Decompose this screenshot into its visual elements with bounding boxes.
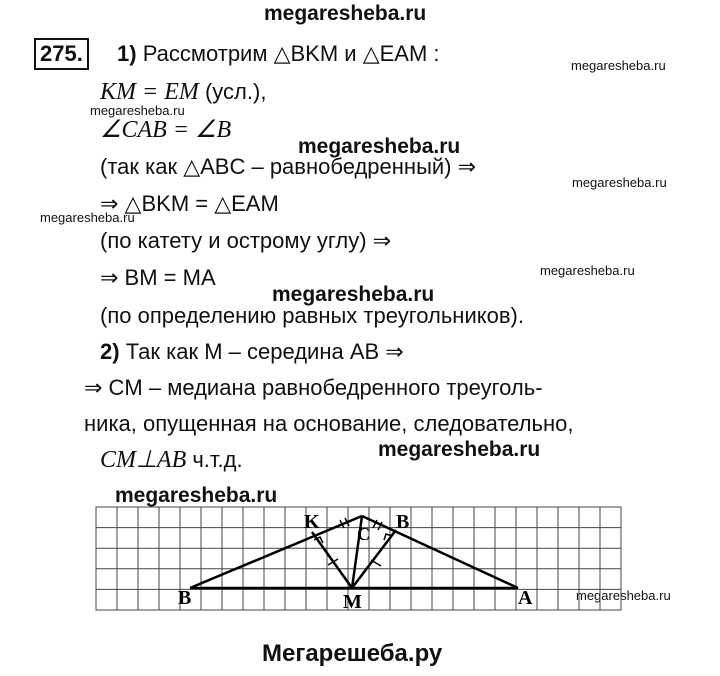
watermark: megaresheba.ru: [572, 175, 667, 190]
line-text: Так как M – середина AB ⇒: [125, 339, 404, 364]
watermark: megaresheba.ru: [272, 283, 435, 306]
segment-BC: [190, 516, 362, 588]
solution-line: (по определению равных треугольников).: [100, 303, 524, 328]
watermark: megaresheba.ru: [90, 103, 185, 118]
line-text: Рассмотрим △BKM и △EAM :: [142, 41, 440, 66]
label-K: K: [304, 511, 320, 533]
part-label: 1): [117, 41, 137, 66]
watermark: megaresheba.ru: [540, 263, 635, 278]
label-B: B: [178, 587, 192, 609]
math-expr: KM = EM: [100, 79, 199, 105]
watermark: megaresheba.ru: [576, 588, 671, 603]
solution-line: (по катету и острому углу) ⇒: [100, 228, 392, 253]
math-expr: ∠CAB = ∠B: [100, 117, 232, 143]
problem-number: 275.: [34, 38, 89, 70]
solution-line: ника, опущенная на основание, следовательно,: [84, 411, 574, 436]
tick-marks: [314, 518, 392, 566]
watermark: megaresheba.ru: [298, 135, 461, 158]
label-A: A: [518, 587, 533, 609]
watermark: megaresheba.ru: [571, 58, 666, 73]
label-M: M: [343, 591, 362, 613]
segment-MK: [312, 532, 352, 588]
line-text: (усл.),: [198, 79, 267, 104]
solution-line: ⇒ BM = MA: [100, 265, 216, 290]
footer-brand: Мегарешеба.ру: [262, 640, 443, 667]
label-C: C: [357, 524, 370, 544]
label-E: B: [396, 511, 410, 533]
watermark: megaresheba.ru: [40, 210, 135, 225]
solution-line: ⇒ CM – медиана равнобедренного треуголь-: [84, 375, 543, 400]
solution-line: ⇒ △BKM = △EAM: [100, 191, 279, 216]
solution-line: (так как △ABC – равнобедренный) ⇒: [100, 154, 477, 179]
watermark: megaresheba.ru: [264, 2, 427, 25]
part-label: 2): [100, 339, 120, 364]
math-expr: CM⊥AB: [100, 447, 187, 473]
watermark: megaresheba.ru: [115, 484, 278, 507]
line-text: ч.т.д.: [186, 447, 243, 472]
watermark: megaresheba.ru: [378, 438, 541, 461]
